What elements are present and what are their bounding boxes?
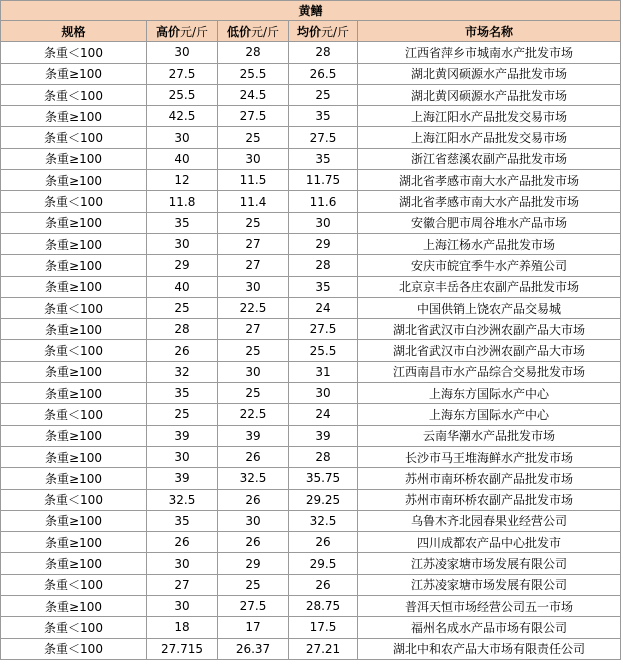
cell-market: 四川成都农产品中心批发市 (358, 532, 621, 553)
cell-low: 17 (218, 617, 289, 638)
cell-avg: 35 (289, 106, 358, 127)
cell-low: 25 (218, 383, 289, 404)
cell-market: 云南华潮水产品批发市场 (358, 425, 621, 446)
cell-market: 上海江阳水产品批发交易市场 (358, 127, 621, 148)
cell-avg: 31 (289, 361, 358, 382)
column-header-high-unit: 元/斤 (179, 24, 209, 39)
cell-spec: 条重＜100 (1, 297, 147, 318)
cell-market: 上海东方国际水产中心 (358, 404, 621, 425)
cell-high: 35 (147, 510, 218, 531)
cell-market: 普洱天恒市场经营公司五一市场 (358, 596, 621, 617)
cell-low: 26 (218, 489, 289, 510)
cell-low: 27 (218, 255, 289, 276)
cell-market: 湖北省武汉市白沙洲农副产品大市场 (358, 340, 621, 361)
cell-avg: 28 (289, 255, 358, 276)
cell-spec: 条重＜100 (1, 638, 147, 659)
cell-spec: 条重≥100 (1, 276, 147, 297)
column-header-spec (1, 21, 147, 42)
cell-market: 苏州市南环桥农副产品批发市场 (358, 468, 621, 489)
cell-avg: 17.5 (289, 617, 358, 638)
cell-spec: 条重≥100 (1, 361, 147, 382)
cell-avg: 27.21 (289, 638, 358, 659)
table-row (1, 148, 621, 169)
cell-avg: 26.5 (289, 63, 358, 84)
table-body (1, 42, 621, 660)
cell-high: 35 (147, 212, 218, 233)
column-header-low (218, 21, 289, 42)
cell-avg: 29 (289, 233, 358, 254)
cell-spec: 条重≥100 (1, 148, 147, 169)
cell-low: 28 (218, 42, 289, 63)
cell-market: 湖北中和农产品大市场有限责任公司 (358, 638, 621, 659)
cell-avg: 25.5 (289, 340, 358, 361)
cell-avg: 35.75 (289, 468, 358, 489)
cell-low: 25 (218, 212, 289, 233)
column-header-low-label: 低价 (226, 24, 251, 39)
cell-high: 26 (147, 532, 218, 553)
column-header-high (147, 21, 218, 42)
cell-high: 30 (147, 233, 218, 254)
cell-market: 上海江杨水产品批发市场 (358, 233, 621, 254)
cell-low: 27.5 (218, 106, 289, 127)
cell-high: 42.5 (147, 106, 218, 127)
table-row (1, 425, 621, 446)
table-row (1, 596, 621, 617)
cell-spec: 条重≥100 (1, 510, 147, 531)
cell-high: 40 (147, 148, 218, 169)
cell-spec: 条重＜100 (1, 191, 147, 212)
table-row (1, 127, 621, 148)
cell-low: 27.5 (218, 596, 289, 617)
cell-low: 25 (218, 574, 289, 595)
cell-spec: 条重≥100 (1, 425, 147, 446)
cell-high: 39 (147, 468, 218, 489)
column-header-high-label: 高价 (155, 24, 180, 39)
table-row (1, 319, 621, 340)
cell-low: 27 (218, 319, 289, 340)
cell-market: 中国供销上饶农产品交易城 (358, 297, 621, 318)
cell-low: 27 (218, 233, 289, 254)
table-row (1, 170, 621, 191)
cell-high: 30 (147, 446, 218, 467)
cell-market: 湖北黄冈硕源水产品批发市场 (358, 84, 621, 105)
cell-avg: 29.5 (289, 553, 358, 574)
cell-high: 40 (147, 276, 218, 297)
cell-spec: 条重＜100 (1, 489, 147, 510)
table-row (1, 297, 621, 318)
cell-high: 18 (147, 617, 218, 638)
cell-high: 25.5 (147, 84, 218, 105)
table-row (1, 212, 621, 233)
table-title: 黄鳝 (1, 1, 621, 21)
cell-low: 22.5 (218, 404, 289, 425)
column-header-low-unit: 元/斤 (250, 24, 280, 39)
cell-spec: 条重≥100 (1, 170, 147, 191)
cell-avg: 24 (289, 404, 358, 425)
cell-market: 湖北省孝感市南大水产品批发市场 (358, 191, 621, 212)
cell-market: 江苏凌家塘市场发展有限公司 (358, 574, 621, 595)
cell-low: 25 (218, 127, 289, 148)
cell-avg: 32.5 (289, 510, 358, 531)
cell-market: 江西省萍乡市城南水产批发市场 (358, 42, 621, 63)
table-row (1, 233, 621, 254)
cell-high: 29 (147, 255, 218, 276)
cell-low: 29 (218, 553, 289, 574)
cell-avg: 39 (289, 425, 358, 446)
cell-market: 湖北省武汉市白沙洲农副产品大市场 (358, 319, 621, 340)
cell-low: 11.5 (218, 170, 289, 191)
cell-spec: 条重＜100 (1, 617, 147, 638)
cell-spec: 条重＜100 (1, 340, 147, 361)
cell-avg: 11.75 (289, 170, 358, 191)
cell-spec: 条重＜100 (1, 127, 147, 148)
cell-low: 30 (218, 276, 289, 297)
cell-avg: 25 (289, 84, 358, 105)
cell-low: 24.5 (218, 84, 289, 105)
cell-market: 江西南昌市水产品综合交易批发市场 (358, 361, 621, 382)
cell-spec: 条重≥100 (1, 383, 147, 404)
table-row (1, 617, 621, 638)
cell-high: 25 (147, 297, 218, 318)
cell-low: 32.5 (218, 468, 289, 489)
cell-high: 27 (147, 574, 218, 595)
column-header-avg (289, 21, 358, 42)
cell-spec: 条重≥100 (1, 596, 147, 617)
cell-avg: 26 (289, 574, 358, 595)
cell-market: 湖北省孝感市南大水产品批发市场 (358, 170, 621, 191)
cell-avg: 29.25 (289, 489, 358, 510)
table-row (1, 489, 621, 510)
table-row (1, 84, 621, 105)
cell-low: 30 (218, 510, 289, 531)
cell-low: 25.5 (218, 63, 289, 84)
cell-market: 长沙市马王堆海鲜水产批发市场 (358, 446, 621, 467)
cell-avg: 26 (289, 532, 358, 553)
cell-spec: 条重≥100 (1, 532, 147, 553)
cell-low: 26 (218, 446, 289, 467)
table-row (1, 42, 621, 63)
table-row (1, 638, 621, 659)
cell-low: 25 (218, 340, 289, 361)
cell-spec: 条重＜100 (1, 42, 147, 63)
cell-spec: 条重＜100 (1, 404, 147, 425)
cell-market: 浙江省慈溪农副产品批发市场 (358, 148, 621, 169)
cell-market: 江苏凌家塘市场发展有限公司 (358, 553, 621, 574)
cell-high: 12 (147, 170, 218, 191)
cell-spec: 条重≥100 (1, 106, 147, 127)
table-row (1, 361, 621, 382)
cell-spec: 条重＜100 (1, 574, 147, 595)
cell-spec: 条重≥100 (1, 553, 147, 574)
cell-market: 苏州市南环桥农副产品批发市场 (358, 489, 621, 510)
table-row (1, 532, 621, 553)
cell-high: 26 (147, 340, 218, 361)
cell-avg: 27.5 (289, 319, 358, 340)
cell-high: 11.8 (147, 191, 218, 212)
cell-market: 湖北黄冈硕源水产品批发市场 (358, 63, 621, 84)
cell-low: 26 (218, 532, 289, 553)
cell-low: 22.5 (218, 297, 289, 318)
cell-high: 27.5 (147, 63, 218, 84)
column-header-market-label: 市场名称 (465, 24, 514, 39)
table-row (1, 574, 621, 595)
cell-low: 30 (218, 361, 289, 382)
cell-spec: 条重≥100 (1, 319, 147, 340)
cell-avg: 30 (289, 212, 358, 233)
column-header-avg-unit: 元/斤 (320, 24, 350, 39)
cell-spec: 条重≥100 (1, 468, 147, 489)
cell-market: 安庆市皖宜季牛水产养殖公司 (358, 255, 621, 276)
cell-avg: 27.5 (289, 127, 358, 148)
cell-market: 福州名成水产品市场有限公司 (358, 617, 621, 638)
table-row (1, 510, 621, 531)
cell-high: 35 (147, 383, 218, 404)
cell-avg: 35 (289, 148, 358, 169)
cell-spec: 条重＜100 (1, 84, 147, 105)
cell-low: 30 (218, 148, 289, 169)
table-row (1, 340, 621, 361)
table-row (1, 276, 621, 297)
cell-high: 27.715 (147, 638, 218, 659)
cell-spec: 条重≥100 (1, 446, 147, 467)
table-row (1, 191, 621, 212)
cell-high: 39 (147, 425, 218, 446)
cell-avg: 11.6 (289, 191, 358, 212)
table-row (1, 553, 621, 574)
cell-avg: 28 (289, 42, 358, 63)
column-header-avg-label: 均价 (296, 24, 321, 39)
cell-spec: 条重≥100 (1, 212, 147, 233)
cell-avg: 24 (289, 297, 358, 318)
table-row (1, 468, 621, 489)
column-header-market (358, 21, 621, 42)
cell-market: 安徽合肥市周谷堆水产品市场 (358, 212, 621, 233)
table-row (1, 404, 621, 425)
cell-avg: 30 (289, 383, 358, 404)
table-row (1, 63, 621, 84)
cell-market: 北京京丰岳各庄农副产品批发市场 (358, 276, 621, 297)
title-row (1, 1, 621, 21)
header-row (1, 21, 621, 42)
cell-high: 30 (147, 127, 218, 148)
table-row (1, 446, 621, 467)
cell-high: 25 (147, 404, 218, 425)
cell-high: 32 (147, 361, 218, 382)
table-row (1, 255, 621, 276)
cell-avg: 28.75 (289, 596, 358, 617)
cell-spec: 条重≥100 (1, 255, 147, 276)
cell-high: 30 (147, 42, 218, 63)
cell-market: 上海东方国际水产中心 (358, 383, 621, 404)
cell-high: 32.5 (147, 489, 218, 510)
table-row (1, 383, 621, 404)
cell-avg: 28 (289, 446, 358, 467)
column-header-spec-label: 规格 (61, 24, 86, 39)
cell-high: 30 (147, 553, 218, 574)
table-row (1, 106, 621, 127)
cell-high: 30 (147, 596, 218, 617)
cell-spec: 条重≥100 (1, 233, 147, 254)
cell-high: 28 (147, 319, 218, 340)
cell-spec: 条重≥100 (1, 63, 147, 84)
cell-low: 11.4 (218, 191, 289, 212)
cell-market: 乌鲁木齐北园春果业经营公司 (358, 510, 621, 531)
cell-low: 39 (218, 425, 289, 446)
cell-low: 26.37 (218, 638, 289, 659)
cell-market: 上海江阳水产品批发交易市场 (358, 106, 621, 127)
cell-avg: 35 (289, 276, 358, 297)
